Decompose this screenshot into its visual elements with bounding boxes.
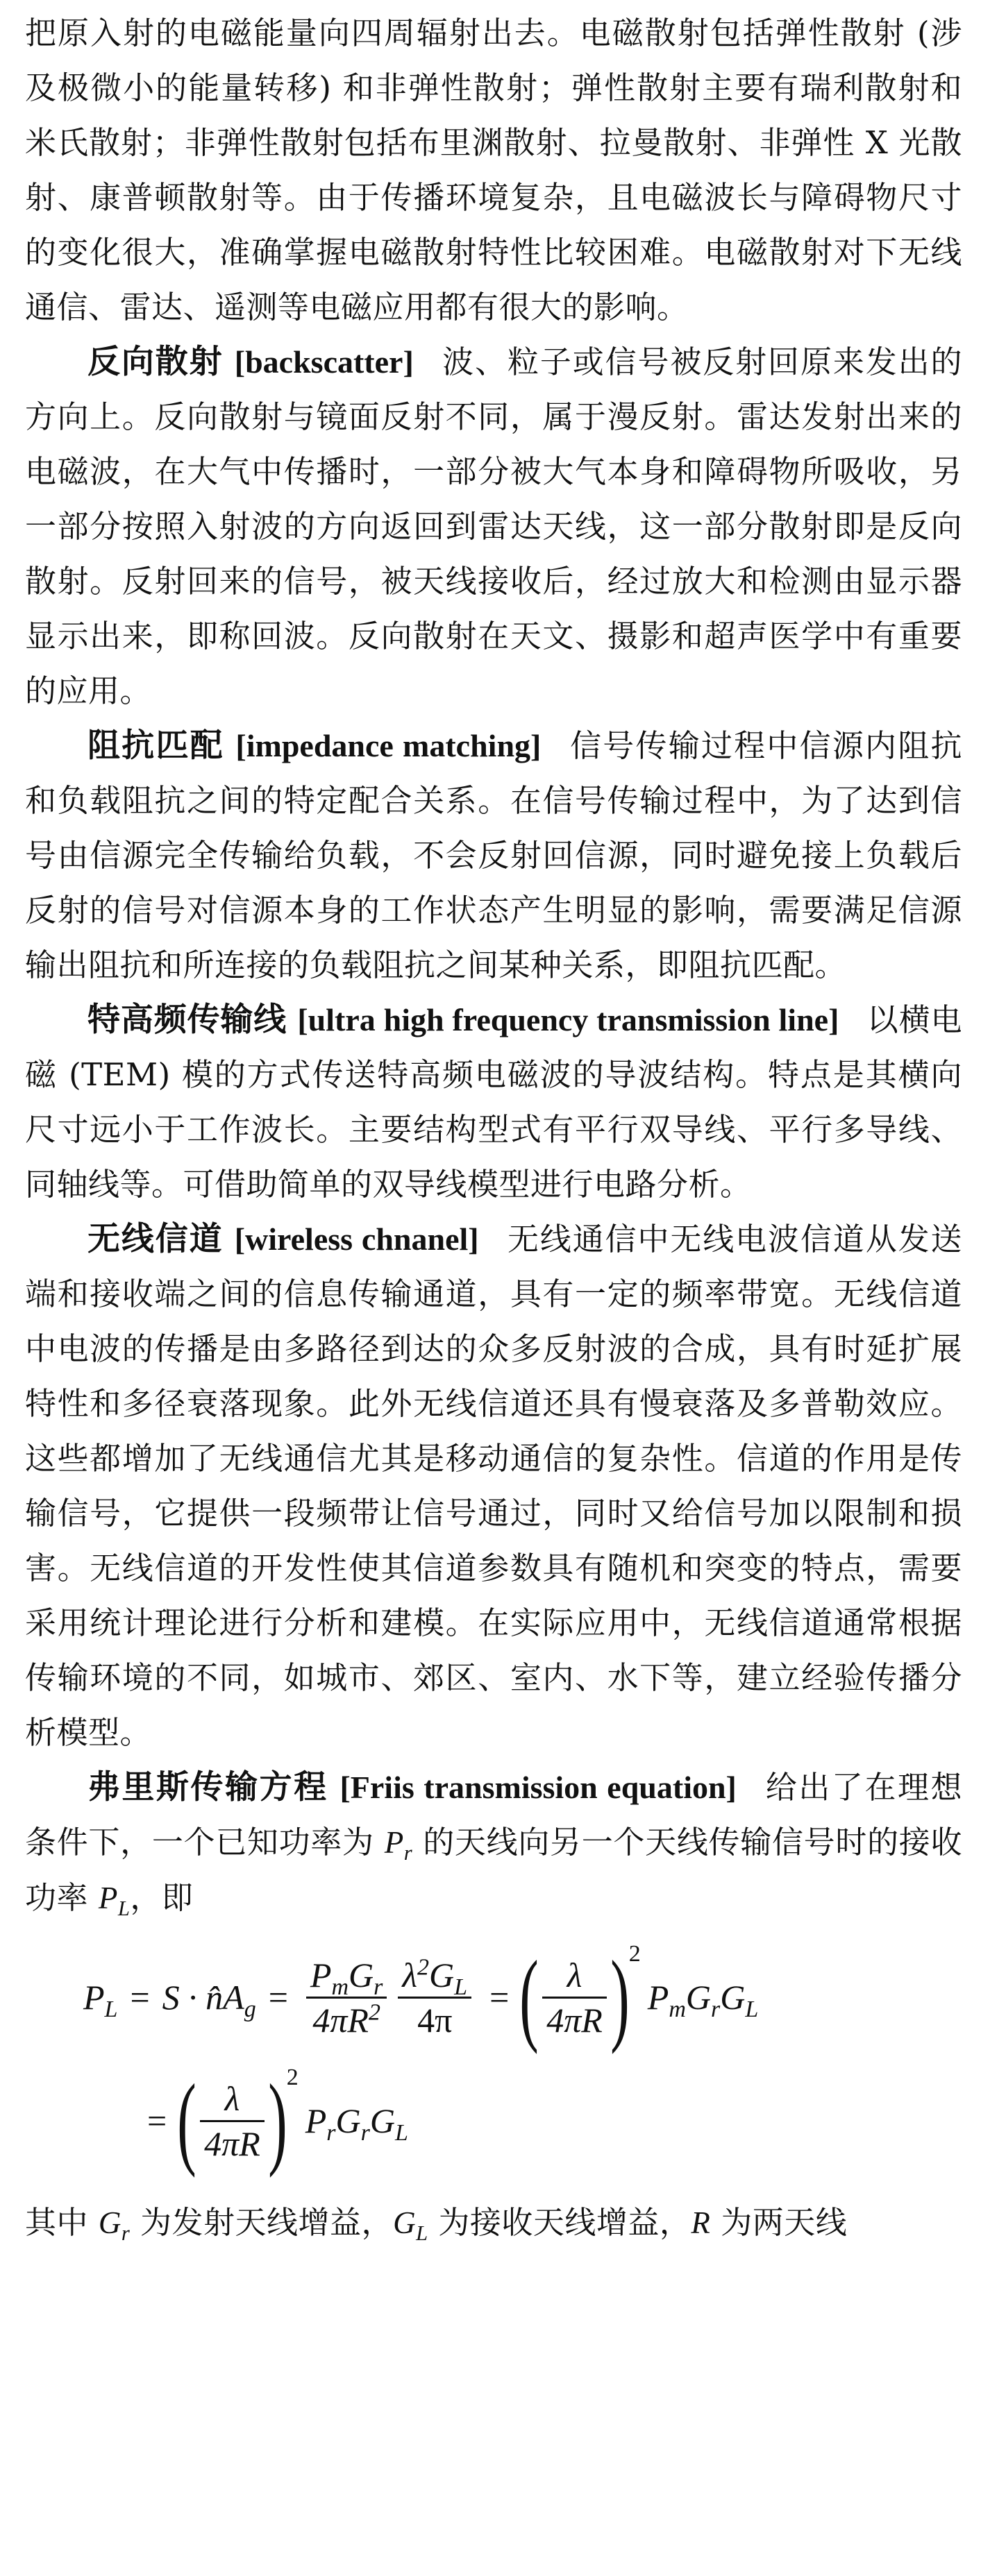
entry-definition: 波、粒子或信号被反射回原来发出的方向上。反向散射与镜面反射不同，属于漫反射。雷达发射出来的电磁波，在大气中传播时，一部分被大气本身和障碍物所吸收，另一部分按照入射波的方向返回到雷达天线，这一部分散射即是反向散射。反射回来的信号，被天线接收后，经过放大和检测由显示器显示出来，即称回波。反向散射在天文、摄影和超声医学中有重要的应用。 bbox=[25, 344, 962, 709]
entry-backscatter bbox=[25, 334, 962, 718]
trailing-text: 为接收天线增益， bbox=[438, 2204, 691, 2241]
entry-definition: 无线通信中无线电波信道从发送端和接收端之间的信息传输通道，具有一定的频率带宽。无线信道中电波的传播是由多路径到达的众多反射波的合成，具有时延扩展特性和多径衰落现象。此外无线信道还具有慢衰落及多普勒效应。这些都增加了无线通信尤其是移动通信的复杂性。信道的作用是传输信号，它提供一段频带让信号通过，同时又给信号加以限制和损害。无线信道的开发性使其信道参数具有随机和突变的特点，需要采用统计理论进行分析和建模。在实际应用中，无线信道通常根据传输环境的不同，如城市、郊区、室内、水下等，建立经验传播分析模型。 bbox=[25, 1221, 962, 1751]
fraction: $\frac{\lambda}{4\pi R}$ bbox=[542, 1954, 607, 2042]
entry-english: [impedance matching] bbox=[235, 728, 542, 763]
entry-english: [backscatter] bbox=[234, 344, 414, 380]
entry-friis-equation bbox=[25, 1760, 962, 1926]
trailing-text: 其中 bbox=[25, 2204, 89, 2241]
continuation-text: 把原入射的电磁能量向四周辐射出去。电磁散射包括弹性散射 (涉及极微小的能量转移) 和非弹性散射；弹性散射主要有瑞利散射和米氏散射；非弹性散射包括布里渊散射、拉曼散射、非弹性 X 光散射、康普顿散射等。由于传播环境复杂，且电磁波长与障碍物尺寸的变化很大，准确掌握电磁散射特性比较困难。电磁散射对下无线通信、雷达、遥测等电磁应用都有很大的影响。 bbox=[25, 15, 962, 325]
entry-english: [Friis transmission equation] bbox=[339, 1770, 737, 1805]
fraction: $\frac{\lambda}{4\pi R}$ bbox=[200, 2077, 265, 2165]
entry-term: 弗里斯传输方程 bbox=[87, 1768, 328, 1806]
equation-line-2: = ( $\frac{\lambda}{4\pi R}$ ) 2 $P_rG_rG_L$ bbox=[147, 2063, 408, 2178]
entry-definition: 信号传输过程中信源内阻抗和负载阻抗之间的特定配合关系。在信号传输过程中，为了达到信号由信源完全传输给负载，不会反射回信源，同时避免接上负载后反射的信号对信源本身的工作状态产生明显的影响，需要满足信源输出阻抗和所连接的负载阻抗之间某种关系，即阻抗匹配。 bbox=[25, 727, 962, 983]
entry-term: 反向散射 bbox=[87, 343, 224, 381]
friis-equation bbox=[25, 1933, 962, 2191]
fraction: $\frac{P_mG_r}{4\pi R^2}$ bbox=[306, 1954, 387, 2042]
variable-gl: $G_L$ bbox=[393, 2205, 428, 2245]
entry-definition-part: 给出了在理想条件下，一个已知功率为 bbox=[25, 1769, 962, 1861]
entry-wireless-channel bbox=[25, 1212, 962, 1760]
trailing-paragraph bbox=[25, 2195, 962, 2251]
entry-impedance-matching bbox=[25, 718, 962, 992]
entry-definition-part: ，即 bbox=[130, 1879, 194, 1916]
equation-line-1: $P_L$ = $S \cdot n̂A_g$ = $\frac{P_mG_r}{4\pi R^2}$ $\frac{\lambda^2G_L}{4\pi}$ = ( $\frac{\lambda}{4\pi R}$ ) 2 $P_mG_rG_L$ bbox=[83, 1940, 759, 2055]
variable-pr: $P_r$ bbox=[384, 1825, 413, 1865]
fraction: $\frac{\lambda^2G_L}{4\pi}$ bbox=[398, 1954, 471, 2042]
entry-uhf-transmission-line bbox=[25, 992, 962, 1212]
dictionary-page bbox=[25, 6, 962, 2251]
entry-term: 阻抗匹配 bbox=[87, 727, 224, 765]
continuation-paragraph bbox=[25, 6, 962, 334]
entry-english: [ultra high frequency transmission line] bbox=[297, 1002, 839, 1037]
entry-definition: 以横电磁 (TEM) 模的方式传送特高频电磁波的导波结构。特点是其横向尺寸远小于工作波长。主要结构型式有平行双导线、平行多导线、同轴线等。可借助简单的双导线模型进行电路分析。 bbox=[25, 1001, 962, 1203]
trailing-text: 为发射天线增益， bbox=[140, 2204, 394, 2241]
trailing-text: 为两天线 bbox=[721, 2204, 848, 2241]
entry-term: 无线信道 bbox=[87, 1220, 224, 1258]
entry-definition-part: 的天线向另一个天线传输信号时的接收功率 bbox=[25, 1824, 962, 1916]
variable-r: R bbox=[691, 2205, 711, 2240]
variable-gr: $G_r$ bbox=[98, 2205, 131, 2245]
entry-term: 特高频传输线 bbox=[87, 1001, 287, 1039]
entry-english: [wireless chnanel] bbox=[234, 1221, 479, 1257]
variable-pl: $P_L$ bbox=[98, 1881, 131, 1920]
